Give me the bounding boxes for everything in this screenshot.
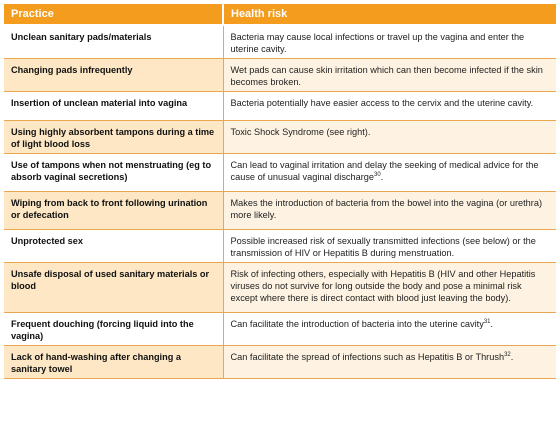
health-risk-text: Wet pads can cause skin irritation which can then become infected if the skin becomes broken. xyxy=(230,65,543,87)
health-risk-table-container xyxy=(4,4,556,379)
health-risk-tail: . xyxy=(510,352,514,362)
table-row xyxy=(4,192,556,230)
table-body xyxy=(4,25,556,379)
practice-cell: Frequent douching (forcing liquid into the vagina) xyxy=(4,313,223,346)
table-row xyxy=(4,92,556,121)
health-risk-text: Can facilitate the spread of infections such as Hepatitis B or Thrush xyxy=(230,352,505,362)
health-risk-cell xyxy=(223,59,556,92)
health-risk-text: Makes the introduction of bacteria from the bowel into the vagina (or urethra) more likely. xyxy=(230,198,543,220)
health-risk-text: Can facilitate the introduction of bacteria into the uterine cavity xyxy=(230,319,484,329)
practice-cell: Unprotected sex xyxy=(4,230,223,263)
practice-cell: Insertion of unclean material into vagina xyxy=(4,92,223,121)
health-risk-text: Bacteria may cause local infections or travel up the vagina and enter the uterine cavity. xyxy=(230,32,525,54)
health-risk-cell xyxy=(223,313,556,346)
practice-cell: Use of tampons when not menstruating (eg to absorb vaginal secretions) xyxy=(4,154,223,192)
reference-superscript: 31 xyxy=(483,318,491,325)
health-risk-cell xyxy=(223,230,556,263)
practice-cell: Wiping from back to front following urination or defecation xyxy=(4,192,223,230)
table-row xyxy=(4,230,556,263)
reference-superscript: 32 xyxy=(504,351,511,358)
table-row xyxy=(4,25,556,59)
health-risk-text: Toxic Shock Syndrome (see right). xyxy=(230,127,371,137)
table-row xyxy=(4,313,556,346)
practice-cell: Unclean sanitary pads/materials xyxy=(4,25,223,59)
table-row xyxy=(4,263,556,313)
health-risk-table xyxy=(4,4,556,379)
health-risk-cell xyxy=(223,92,556,121)
health-risk-text: Risk of infecting others, especially with Hepatitis B (HIV and other Hepatitis viruses do not survive for long outside the body and pose a minimal risk except where there is direct contact with blood just leaving the body). xyxy=(230,269,536,303)
health-risk-cell xyxy=(223,154,556,192)
health-risk-text: Possible increased risk of sexually transmitted infections (see below) or the transmission of HIV or Hepatitis B during menstruation. xyxy=(230,236,536,258)
table-row xyxy=(4,59,556,92)
table-row xyxy=(4,121,556,154)
practice-cell: Using highly absorbent tampons during a time of light blood loss xyxy=(4,121,223,154)
reference-superscript: 30 xyxy=(374,171,381,178)
table-header-row xyxy=(4,4,556,25)
health-risk-cell xyxy=(223,192,556,230)
header-practice: Practice xyxy=(4,4,223,25)
practice-cell: Lack of hand-washing after changing a sanitary towel xyxy=(4,346,223,379)
health-risk-text: Bacteria potentially have easier access to the cervix and the uterine cavity. xyxy=(230,98,534,108)
health-risk-tail: . xyxy=(490,319,494,329)
header-health-risk: Health risk xyxy=(223,4,556,25)
health-risk-text: Can lead to vaginal irritation and delay the seeking of medical advice for the cause of unusual vaginal discharge xyxy=(230,160,539,182)
table-row xyxy=(4,346,556,379)
health-risk-cell xyxy=(223,121,556,154)
table-row xyxy=(4,154,556,192)
health-risk-cell xyxy=(223,346,556,379)
practice-cell: Unsafe disposal of used sanitary materials or blood xyxy=(4,263,223,313)
practice-cell: Changing pads infrequently xyxy=(4,59,223,92)
health-risk-tail: . xyxy=(380,172,384,182)
health-risk-cell xyxy=(223,263,556,313)
health-risk-cell xyxy=(223,25,556,59)
